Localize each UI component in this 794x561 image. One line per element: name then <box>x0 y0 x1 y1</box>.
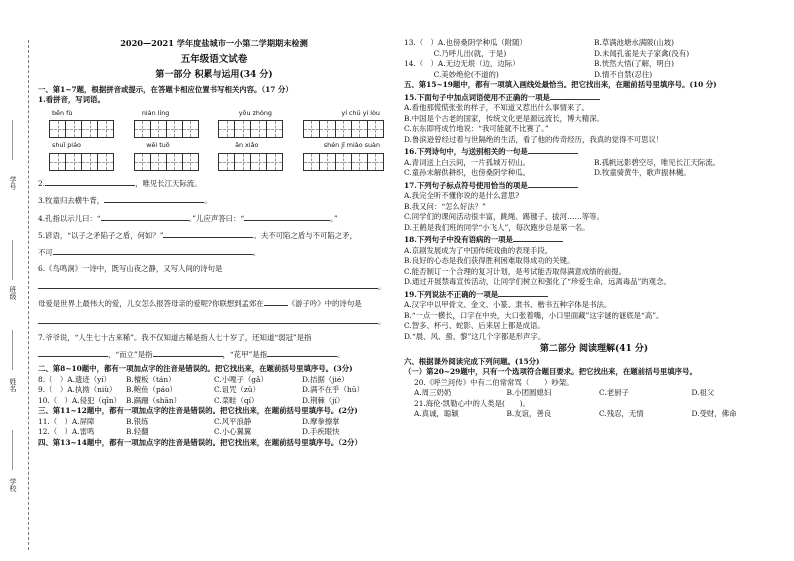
option: D.祖父 <box>691 388 715 397</box>
q7-text2: ，“而立”是指 <box>108 349 153 359</box>
q1-line2 <box>38 177 390 190</box>
exam-title: 2020—2021 学年度盐城市一小第二学期期末检测 <box>120 38 308 48</box>
q19-stem <box>404 288 784 301</box>
q1-line7b <box>38 348 390 361</box>
q2-text: ，唯见长江天际流。 <box>135 178 202 188</box>
option: D.满不在乎（hū） <box>302 385 364 394</box>
q17-option-d: D.王鹤是我们班的同学“小飞人”，每次跑步总是第一名。 <box>404 222 590 232</box>
q13-row <box>404 38 784 49</box>
writing-grid[interactable] <box>50 120 114 138</box>
q7-text: 7.爷爷说，“人生七十古来稀”。我不仅知道古稀是指人七十岁了，还知道“弱冠”是指 <box>38 333 312 342</box>
option: 12.（ ）A.雷鸣 <box>38 427 95 436</box>
q18-stem <box>404 233 784 246</box>
q7-end: 。 <box>337 349 345 359</box>
q2-num: 2. <box>38 178 46 188</box>
binding-label-name: 姓名 <box>9 378 17 392</box>
q12-row <box>38 427 390 438</box>
q19-text: 19.下列说法不正确的一项是 <box>404 289 499 299</box>
q19-option-c: C.智多、杯弓、蛇影、后来居上都是成语。 <box>404 321 545 330</box>
binding-blank-line <box>12 120 13 160</box>
q5-end: 。 <box>252 247 261 257</box>
pinyin: nián líng <box>141 108 170 117</box>
option: B.恍然大悟(了解，明白) <box>594 59 675 68</box>
writing-grid[interactable] <box>219 120 283 138</box>
answer-blank[interactable] <box>153 348 223 357</box>
answer-blank[interactable] <box>267 348 337 357</box>
pinyin: wěi tuō <box>146 141 170 149</box>
q6-text3: 《游子吟》中的诗句是 <box>287 299 362 308</box>
q1-line5 <box>38 229 390 242</box>
q16-text: 16.下列诗句中，与送别相关的一句是 <box>404 147 528 156</box>
q5-text2: 。夫不可陷之盾与不可陷之矛， <box>253 231 357 240</box>
option: D.情不自禁(忍住) <box>594 69 653 79</box>
q1-intro: 一、第1~7题，根据拼音或提示，在答题卡相应位置书写相关内容。（17 分） <box>38 84 293 94</box>
q14-row <box>404 59 784 70</box>
q17-stem <box>404 179 784 192</box>
q19-option-b: B.“一点一横长，口字在中央，大口张着嘴，小口里面藏”这字谜的谜底是“高”。 <box>404 310 664 320</box>
part2-title: 第二部分 阅读理解(41 分) <box>539 344 649 354</box>
q1-line6 <box>38 264 390 275</box>
option: C.美妙绝伦(不道的) <box>404 69 499 79</box>
q1-line6blank <box>38 280 390 293</box>
q3-end: 。 <box>204 196 212 205</box>
q15-option-b: B.中国是个古老的国家，传统文化更是源远流长，博大精深。 <box>404 113 604 123</box>
option: 10.（ ）A.侵犯（qīn） <box>38 395 122 405</box>
writing-grid[interactable] <box>135 120 199 138</box>
q1-line7 <box>38 333 390 344</box>
writing-grid[interactable] <box>304 153 384 171</box>
pinyin-row <box>38 140 390 151</box>
q1-sub1: 1.看拼音，写词语。 <box>38 95 105 104</box>
q16-row2 <box>404 168 784 179</box>
q9-row <box>38 385 390 396</box>
right-column <box>404 0 784 420</box>
binding-blank-line <box>12 330 13 370</box>
q17-option-b: B.我又问：“怎么好法？” <box>404 201 486 211</box>
option: B.小团圆媳妇 <box>506 388 552 397</box>
answer-blank[interactable] <box>244 212 330 221</box>
binding-blank-line <box>12 240 13 280</box>
q6-sub1: （一）第20~29题中，只有一个选项符合题目要求。把它找出来，在题前括号里填序号。 <box>404 367 697 376</box>
q21-options <box>404 409 784 420</box>
writing-grid-row <box>38 153 390 171</box>
q16-option-a: A.青词送上白云间，一片孤城万仞山。 <box>404 157 530 167</box>
answer-blank[interactable] <box>45 177 135 186</box>
q6-text: 6.《鸟鸣涧》一诗中，既写山夜之静，又写人间的诗句是 <box>38 264 223 273</box>
option: B.鲍鱼（páo） <box>126 385 177 394</box>
q4-text2: 。”儿应声答曰：“ <box>188 213 245 223</box>
binding-label-school: 学校 <box>9 478 17 492</box>
q2-intro: 二、第8~10题中，都有一项加点字的注音是错误的。把它找出来，在题前括号里填序号。(3分) <box>38 364 353 373</box>
binding-blank-line <box>12 430 13 470</box>
answer-blank[interactable] <box>550 91 600 100</box>
pinyin: shuǐ piáo <box>52 141 81 149</box>
option: 13.（ ）A.也傍桑阴学种瓜（附随） <box>404 38 527 47</box>
q13-14-block <box>404 38 784 80</box>
q6-intro: 六、根据课外阅读完成下列问题。(15分) <box>404 356 540 366</box>
writing-grid[interactable] <box>304 120 384 138</box>
q16-option-c: C.童孙未解供耕织，也傍桑阴学种瓜。 <box>404 168 530 177</box>
q18-text: 18.下列句子中没有语病的一项是 <box>404 235 513 244</box>
q1-line6c <box>38 315 390 328</box>
q3-text: 3.牧童归去横牛背， <box>38 196 105 205</box>
answer-blank[interactable] <box>53 246 253 255</box>
option: C.乃呼儿出(就，于是) <box>404 48 507 58</box>
option: C.老厨子 <box>599 388 629 397</box>
q19-option-d: D.“晨、风、蛩、黎”这几个字都是形声字。 <box>404 331 546 341</box>
pinyin: yōu zhòng <box>238 108 272 117</box>
option: 9.（ ）A.执拗（niù） <box>38 385 117 394</box>
option: C.残忍，无情 <box>599 409 644 418</box>
pinyin-row <box>38 108 390 119</box>
pinyin: yí chū yí lòu <box>341 108 380 117</box>
q20-stem: 20.《呼兰河传》中有二伯常常骂（ ）吵架。 <box>414 377 574 387</box>
q5-text3: 不可 <box>38 247 53 257</box>
option: B.檀板（tán） <box>126 374 176 384</box>
q18-option-d: D.通过开展禁毒宣传活动，让同学们树立和强化了“珍爱生命，远离毒品”的观念。 <box>404 277 671 286</box>
q16-stem <box>404 145 784 158</box>
writing-grid[interactable] <box>219 153 283 171</box>
option: 11.（ ）A.屏障 <box>38 416 95 426</box>
option: B.轻翻 <box>126 427 149 436</box>
answer-blank[interactable] <box>528 179 578 188</box>
q7-text3: ，“花甲”是指 <box>222 349 268 359</box>
answer-blank[interactable] <box>38 280 378 289</box>
answer-blank[interactable] <box>38 315 378 324</box>
writing-grid[interactable] <box>50 153 114 171</box>
writing-grid[interactable] <box>135 153 199 171</box>
q17-option-c: C.同学们的课间活动很丰富，跳绳、踢毽子、拔河……等等。 <box>404 212 604 221</box>
option: D.手疾眼快 <box>302 427 340 436</box>
pinyin: ān xiǎo <box>235 141 259 149</box>
q6-end2: 。 <box>378 316 386 326</box>
q6-end: 。 <box>378 281 386 291</box>
option: D.摩拳擦掌 <box>302 416 340 426</box>
q1-line5c <box>38 246 390 259</box>
left-column <box>38 0 390 448</box>
q1-line4 <box>38 212 390 225</box>
answer-blank[interactable] <box>101 212 189 221</box>
pinyin: bēn fù <box>52 108 73 117</box>
option: 8.（ ）A.遗迹（yí） <box>38 374 112 384</box>
q17-option-a: A.我完全听不懂你说的是什么意思? <box>404 191 520 200</box>
q11-row <box>38 417 390 428</box>
q5-text: 5.谚语，“以子之矛陷子之盾，何如？” <box>38 231 164 240</box>
binding-label-class: 班级 <box>9 286 17 300</box>
option: B.草满池塘水满陂(山坡) <box>594 38 675 47</box>
q18-option-b: B.良好的心态是我们获得胜利困难取得成功的关键。 <box>404 256 575 265</box>
pinyin: shén jī miào suàn <box>323 141 380 149</box>
q19-option-a: A.汉字中以甲骨文、金文、小篆、隶书、楷书五种字体是书法。 <box>404 300 612 309</box>
q18-option-c: C.能否制订一个合理的复习计划，是考试能否取得满意成绩的前提。 <box>404 266 627 276</box>
q16-option-b: B.孤帆远影碧空尽，唯见长江天际流。 <box>594 157 721 167</box>
q1-line3 <box>38 194 390 207</box>
q10-row <box>38 396 390 407</box>
option: A.真诚，聪颖 <box>414 409 459 418</box>
q13-row2 <box>404 49 784 60</box>
q1-line6b <box>38 297 390 310</box>
q14-row2 <box>404 70 784 81</box>
option: A.周三奶奶 <box>414 388 452 397</box>
binding-label-id: 学号 <box>9 176 17 190</box>
q4-text: 4.孔指以示儿曰：“ <box>38 213 101 223</box>
q15-text: 15.下面句子中加点词语使用不正确的一项是 <box>404 92 550 102</box>
option: B.蹒跚（shān） <box>126 395 182 405</box>
q15-option-a: A.看他那慌慌张张的样子，不知道又惹出什么事情来了。 <box>404 103 590 112</box>
binding-margin <box>6 40 36 550</box>
q17-text: 17.下列句子标点符号使用恰当的项是 <box>404 180 528 190</box>
option: C.风平浪静 <box>214 416 252 426</box>
answer-blank[interactable] <box>104 194 204 203</box>
answer-blank[interactable] <box>38 348 108 357</box>
q15-option-c: C.东东即将成竹地说：“我可能就不比赛了。” <box>404 124 549 133</box>
writing-grid-row <box>38 120 390 138</box>
option: D.受财，佛命 <box>691 409 737 418</box>
answer-blank[interactable] <box>264 297 288 306</box>
option: B.友谊，善良 <box>506 409 552 418</box>
q4-end: 。” <box>330 213 338 223</box>
option: 14.（ ）A.无边无垠（边，边际） <box>404 59 520 68</box>
q8-row <box>38 375 390 386</box>
option: D.荆棘（jí） <box>302 395 345 405</box>
q3-intro: 三、第11~12题中，都有一项加点字的注音是错误的。把它找出来，在题前括号里填序号。(2分) <box>38 406 358 415</box>
answer-blank[interactable] <box>498 288 548 297</box>
q6-text2: 母爱是世界上最伟大的爱，儿女怎么报答母亲的爱呢?你联想到孟郊在 <box>38 299 264 308</box>
q15-stem <box>404 91 784 104</box>
paper-title: 五年级语文试卷 <box>180 53 248 65</box>
option: C.诅咒（zǔ） <box>214 385 260 394</box>
q16-row1 <box>404 158 784 169</box>
option: B.银练 <box>126 416 149 426</box>
q4-intro: 四、第13~14题中，都有一项加点字的注音是错误的。把它找出来，在题前括号里填序号。（2分） <box>38 437 362 447</box>
option: C.小嘎子（gǎ） <box>214 374 268 384</box>
binding-dashed-line <box>28 40 29 550</box>
answer-blank[interactable] <box>163 229 253 238</box>
option: D.拮据（jié） <box>302 374 349 384</box>
answer-blank[interactable] <box>513 233 563 242</box>
q20-options <box>404 388 784 399</box>
q5-intro: 五、第15~19题中，都有一项填入画线处最恰当。把它找出来，在题前括号里填序号。(10 分) <box>404 80 717 89</box>
q15-option-d: D.鲁滨逊曾经过着与世隔绝的生活，看了他的传奇经历，我真的觉得不可思议！ <box>404 134 664 144</box>
part1-title: 第一部分 积累与运用(34 分) <box>155 70 273 80</box>
option: C.小心翼翼 <box>214 427 252 436</box>
q18-option-a: A.京剧发展成为了中国传统戏曲的表现手段。 <box>404 245 553 255</box>
option: D.未闻孔雀是夫子家禽(没有) <box>594 48 690 58</box>
answer-blank[interactable] <box>528 145 578 154</box>
q16-option-d: D.牧童骑黄牛，歌声振林樾。 <box>594 168 691 177</box>
q21-stem: 21.海伦·凯勒心中的人类是( )。 <box>414 398 530 408</box>
option: C.菜畦（qí） <box>214 395 259 405</box>
